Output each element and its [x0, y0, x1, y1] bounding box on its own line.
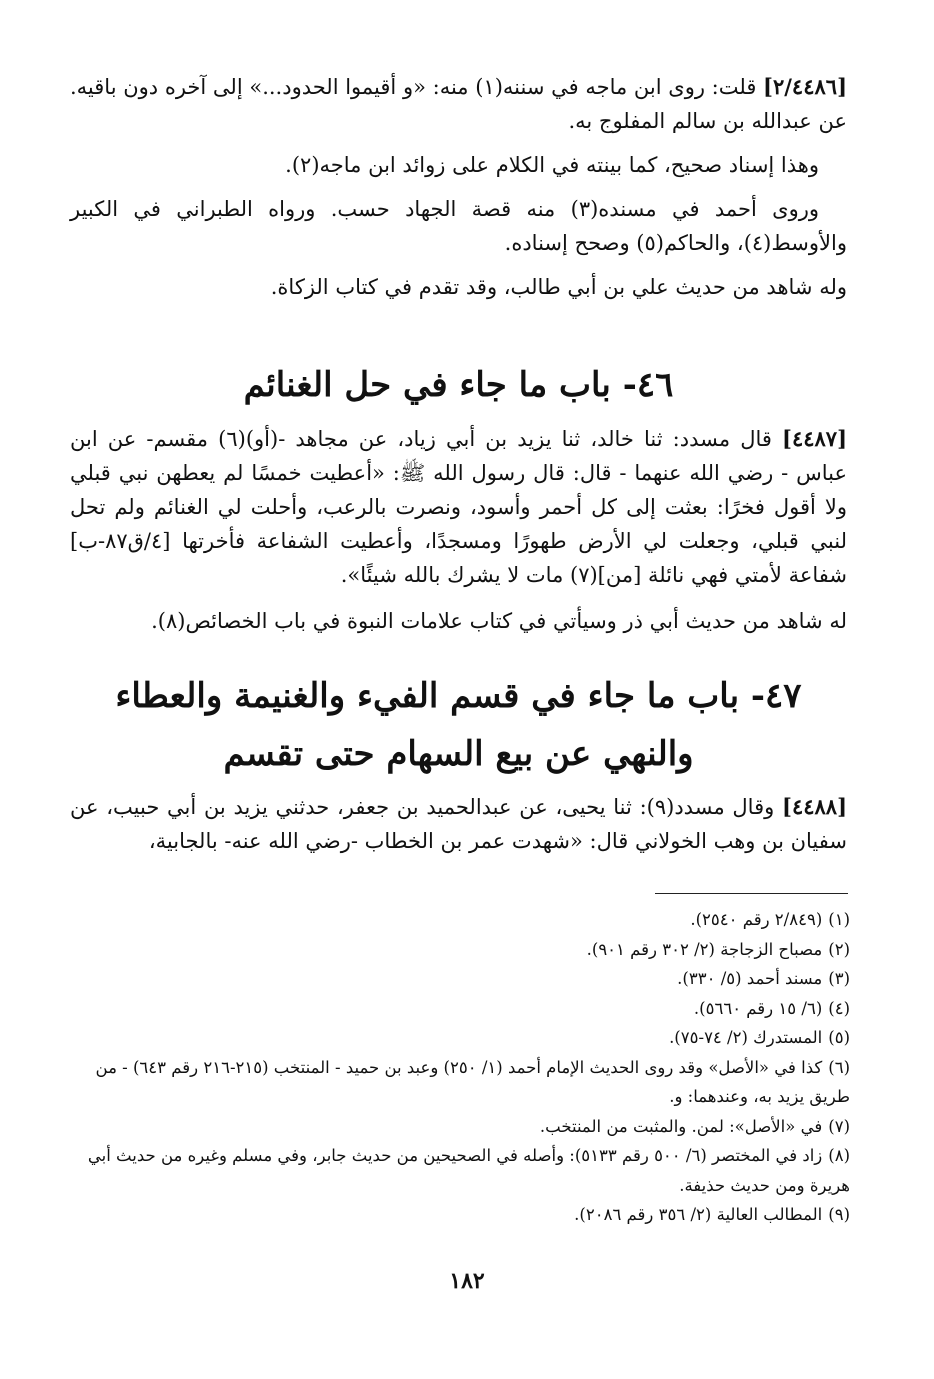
section-46-prelude	[70, 70, 847, 304]
paragraph-witness-note	[70, 270, 847, 304]
footnote-number: (٨)	[828, 1146, 850, 1165]
footnote	[70, 935, 850, 965]
footnote-number: (٦)	[828, 1057, 850, 1077]
paragraph-text: قلت: روى ابن ماجه في سننه(١) منه: «و أقيموا الحدود...» إلى آخره دون باقيه. عن عبدالله بن سالم المفلوج به.	[70, 75, 847, 133]
footnote-number: (١)	[828, 910, 850, 929]
hadith-reference: [٢/٤٤٨٦]	[763, 74, 847, 99]
footnote-text: المطالب العالية (٢/ ٣٥٦ رقم ٢٠٨٦).	[574, 1205, 823, 1224]
footnote	[70, 1112, 850, 1142]
paragraph-isnad-note	[70, 148, 847, 182]
chapter-47-heading-line-2: والنهي عن بيع السهام حتى تقسم	[223, 734, 694, 774]
hadith-reference: [٤٤٨٧]	[782, 426, 848, 451]
chapter-46-heading: ٤٦- باب ما جاء في حل الغنائم	[243, 365, 674, 405]
paragraph-hadith-2-4486	[70, 70, 847, 138]
footnote-text: (٦/ ١٥ رقم ٥٦٦٠).	[693, 998, 823, 1018]
paragraph-text: قال مسدد: ثنا خالد، ثنا يزيد بن أبي زياد، عن مجاهد -(أو)(٦) مقسم- عن ابن عباس - رضي الله عنهما - قال: قال رسول الله ﷺ: «أعطيت خمسًا لم يعطهن نبي قبلي ولا أقول فخرًا: بعثت إلى كل أحمر وأسود، ونصرت بالرعب، وأحلت لي الغنائم ولم تحل لنبي قبلي، وجعلت لي الأرض طهورًا ومسجدًا، وأعطيت الشفاعة فأخرتها [٤/ق٨٧-ب] شفاعة لأمتي فهي نائلة [من](٧) مات لا يشرك بالله شيئًا».	[70, 427, 847, 587]
footnote-number: (٩)	[828, 1205, 850, 1224]
footnote-number: (٧)	[828, 1116, 850, 1136]
page-number: ١٨٢	[449, 1268, 485, 1294]
footnote-number: (٢)	[828, 939, 850, 959]
section-46-body	[70, 422, 847, 638]
section-47-body	[70, 790, 847, 858]
paragraph-ahmad-note	[70, 192, 847, 260]
paragraph-text: له شاهد من حديث أبي ذر وسيأتي في كتاب علامات النبوة في باب الخصائص(٨).	[151, 609, 847, 633]
footnote-separator	[655, 893, 848, 894]
footnote-text: زاد في المختصر (٦/ ٥٠٠ رقم ٥١٣٣): وأصله في الصحيحين من حديث جابر، وفي مسلم وغيره من حديث أبي هريرة ومن حديث حذيفة.	[87, 1146, 850, 1195]
paragraph-text: وله شاهد من حديث علي بن أبي طالب، وقد تقدم في كتاب الزكاة.	[270, 275, 847, 299]
footnote-text: مصباح الزجاجة (٢/ ٣٠٢ رقم ٩٠١).	[586, 939, 823, 959]
footnote-number: (٥)	[828, 1028, 850, 1047]
paragraph-hadith-4487	[70, 422, 847, 592]
footnote	[70, 994, 850, 1024]
footnote-number: (٤)	[828, 998, 850, 1018]
footnote	[70, 1023, 850, 1053]
paragraph-witness-abu-dhar	[70, 604, 847, 638]
footnote-number: (٣)	[828, 969, 850, 988]
footnote-text: في «الأصل»: لمن. والمثبت من المنتخب.	[539, 1116, 823, 1136]
footnote	[70, 1141, 850, 1200]
footnote	[70, 1053, 850, 1112]
footnote	[70, 964, 850, 994]
footnote-text: مسند أحمد (٥/ ٣٣٠).	[677, 969, 823, 988]
footnote-text: (٢/٨٤٩ رقم ٢٥٤٠).	[690, 910, 823, 929]
footnote-text: كذا في «الأصل» وقد روى الحديث الإمام أحمد (١/ ٢٥٠) وعبد بن حميد - المنتخب (٢١٥-٢١٦ رقم ٦٤٣) - من طريق يزيد به، وعندهما: و.	[95, 1057, 850, 1106]
footnote-text: المستدرك (٢/ ٧٤-٧٥).	[669, 1028, 823, 1047]
chapter-47-heading-line-1: ٤٧- باب ما جاء في قسم الفيء والغنيمة والعطاء	[115, 676, 802, 716]
footnotes	[70, 905, 850, 1230]
paragraph-text: وقال مسدد(٩): ثنا يحيى، عن عبدالحميد بن جعفر، حدثني يزيد بن أبي حبيب، عن سفيان بن وهب الخولاني قال: «شهدت عمر بن الخطاب -رضي الله عنه- بالجابية،	[70, 795, 847, 853]
hadith-reference: [٤٤٨٨]	[782, 794, 847, 819]
paragraph-text: وهذا إسناد صحيح، كما بينته في الكلام على زوائد ابن ماجه(٢).	[285, 153, 819, 177]
footnote	[70, 1200, 850, 1230]
paragraph-hadith-4488	[70, 790, 847, 858]
paragraph-text: وروى أحمد في مسنده(٣) منه قصة الجهاد حسب. ورواه الطبراني في الكبير والأوسط(٤)، والحاكم(٥) وصحح إسناده.	[70, 197, 847, 255]
footnote	[70, 905, 850, 935]
